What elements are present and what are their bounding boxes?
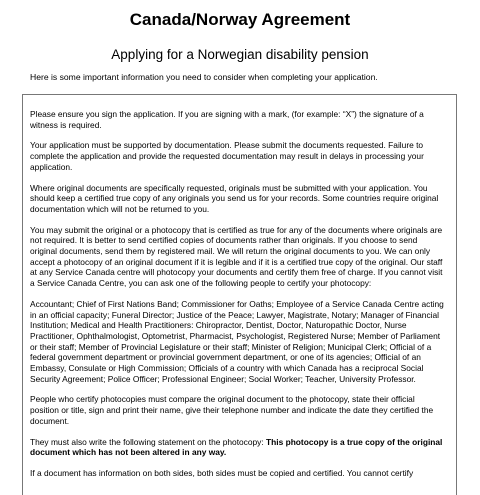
- certifiers-list-paragraph: Accountant; Chief of First Nations Band; Commissioner for Oaths; Employee of a Service Canada Centre acting in an official capacity; Funeral Director; Justice of the Peace; Lawyer, Magistrate, Notary; Manager of Financial Institution; Medical and Health Practitioners: Chiropractor, Dentist, Doctor, Naturopathic Doctor, Nurse Practitioner, Ophthalmologist, Optometrist, Pharmacist, Psychologist, Registered Nurse; Member of Parliament or their staff; Member of Provincial Legislature or their staff; Minister of Religion; Municipal Clerk; Official of a federal government department or provincial government department, or one of its agencies; Official of an Embassy, Consulate or High Commission; Officials of a country with which Canada has a reciprocal Social Security Agreement; Police Officer; Professional Engineer; Social Worker; Teacher, University Professor.: [30, 298, 444, 384]
- statement-text: This photocopy is a true copy of the original document which has not been altered in any way.: [30, 436, 443, 458]
- original-documents-paragraph: Where original documents are specifically requested, originals must be submitted with your application. You should keep a certified true copy of any originals you send us for your records. Some countries require original documentation which will not be returned to you.: [30, 182, 439, 214]
- certification-statement-paragraph: [30, 437, 445, 458]
- certifier-requirements-paragraph: People who certify photocopies must compare the original document to the photocopy, state their official position or title, sign and print their name, give their telephone number and indicate the date they certified the document.: [30, 394, 434, 426]
- two-sided-documents-paragraph: If a document has information on both sides, both sides must be copied and certified. You cannot certify: [30, 467, 414, 478]
- information-box-content: [30, 109, 445, 489]
- intro-text: Here is some important information you need to consider when completing your application.: [30, 72, 378, 82]
- photocopy-paragraph: You may submit the original or a photocopy that is certified as true for any of the documents where originals are not required. It is better to send certified copies of documents rather than originals. If you choose to send original documents, send them by registered mail. We will return the original documents to you. We can only accept a photocopy of an original document if it is legible and if it is a certified true copy of the original. Our staff at any Service Canada centre will photocopy your documents and certify them free of charge. If you cannot visit a Service Canada Centre, you can ask one of the following people to certify your photocopy:: [30, 224, 443, 289]
- statement-lead: They must also write the following statement on the photocopy:: [30, 436, 267, 447]
- signature-paragraph: Please ensure you sign the application. If you are signing with a mark, (for example: “X”) the signature of a witness is required.: [30, 109, 424, 130]
- documentation-paragraph: Your application must be supported by documentation. Please submit the documents requested. Failure to complete the application and provide the requested documentation may result in delays in processing your application.: [30, 140, 424, 172]
- information-box: [22, 94, 457, 495]
- page-title: Canada/Norway Agreement: [129, 10, 351, 29]
- page-subtitle: Applying for a Norwegian disability pension: [111, 47, 369, 62]
